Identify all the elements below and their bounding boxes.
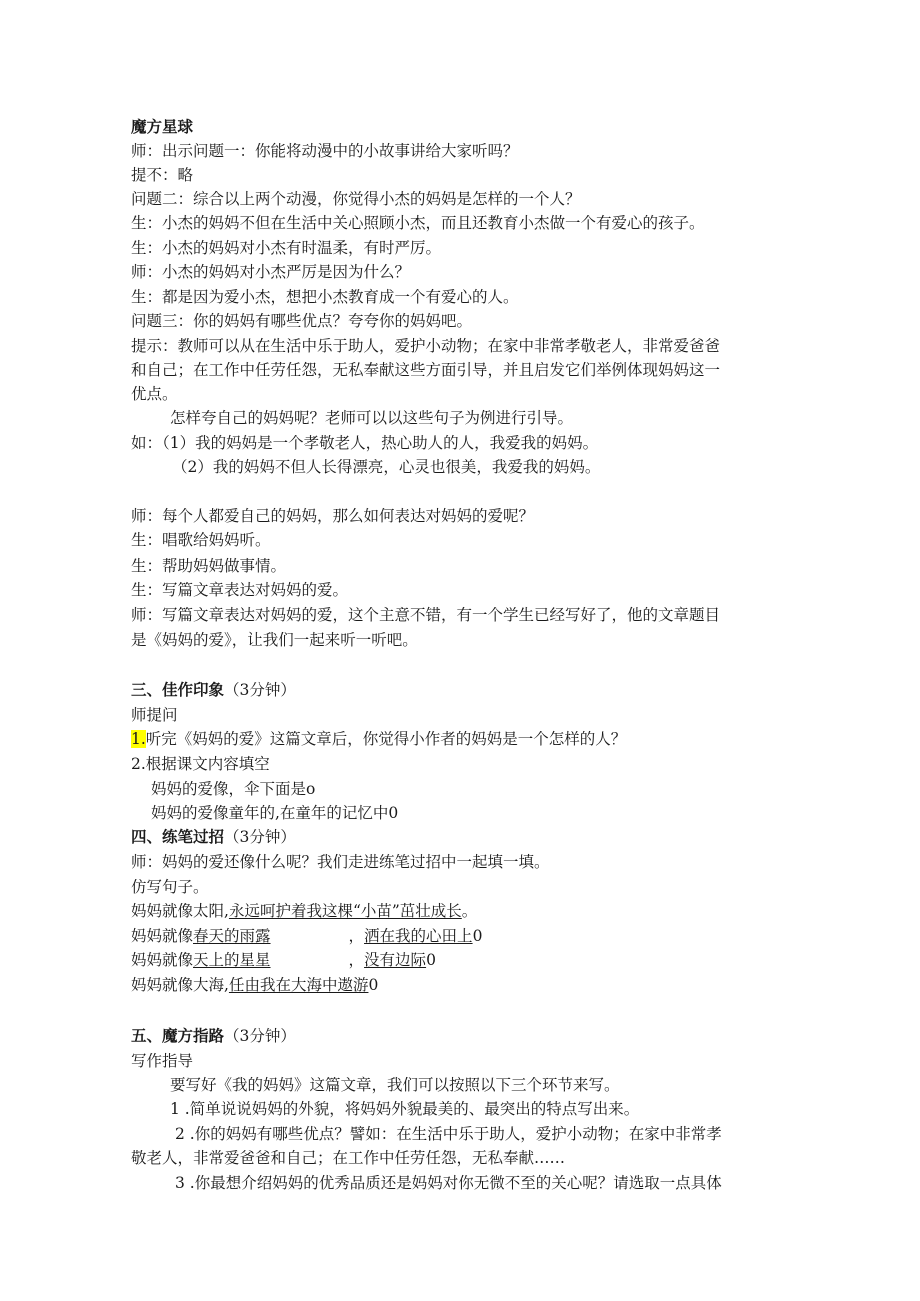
paragraph: 仿写句子。: [131, 878, 209, 896]
heading-time: （3分钟）: [224, 681, 296, 699]
comma: ，: [348, 927, 365, 945]
paragraph: 师提问: [131, 706, 178, 724]
example-sentence: [131, 900, 477, 922]
paragraph: 问题二：综合以上两个动漫，你觉得小杰的妈妈是怎样的一个人？: [131, 190, 581, 208]
paragraph: 师：小杰的妈妈对小杰严厉是因为什么？: [131, 263, 411, 281]
section-heading-4: [131, 826, 296, 848]
underlined-answer: 春天的雨露: [193, 927, 271, 945]
guide-point-2-cont: 敬老人，非常爱爸爸和自己；在工作中任劳任怨，无私奉献……: [131, 1149, 566, 1167]
underlined-answer: 没有边际: [364, 951, 427, 969]
paragraph: 师：妈妈的爱还像什么呢？我们走进练笔过招中一起填一填。: [131, 853, 550, 871]
underlined-answer: 洒在我的心田上: [364, 927, 473, 945]
question-number-highlighted: 1.: [131, 730, 146, 748]
paragraph: 生：小杰的妈妈不但在生活中关心照顾小杰，而且还教育小杰做一个有爱心的孩子。: [131, 214, 705, 232]
sentence-end: 。: [461, 902, 478, 920]
sentence-prefix: 妈妈就像大海,: [131, 976, 229, 994]
paragraph: 和自己；在工作中任劳任怨，无私奉献这些方面引导，并且启发它们举例体现妈妈这一: [131, 361, 721, 379]
comma: ，: [348, 951, 365, 969]
paragraph: 怎样夸自己的妈妈呢？老师可以以这些句子为例进行引导。: [170, 409, 574, 427]
sentence-prefix: 妈妈就像: [131, 927, 194, 945]
heading-time: （3分钟）: [224, 1027, 296, 1045]
example-sentence: [131, 949, 436, 971]
question-2: 2.根据课文内容填空: [131, 755, 270, 773]
example-sentence: [131, 925, 482, 947]
paragraph: 生：都是因为爱小杰，想把小杰教育成一个有爱心的人。: [131, 288, 519, 306]
sentence-prefix: 妈妈就像太阳,: [131, 902, 229, 920]
paragraph: 是《妈妈的爱》，让我们一起来听一听吧。: [131, 631, 418, 649]
example-line: 如：（1）我的妈妈是一个孝敬老人，热心助人的人，我爱我的妈妈。: [131, 434, 599, 452]
paragraph: 提不：略: [131, 166, 194, 184]
guide-point-1: 1 .简单说说妈妈的外貌，将妈妈外貌最美的、最突出的特点写出来。: [170, 1100, 640, 1118]
example-sentence: [131, 974, 378, 996]
heading-text: 三、佳作印象: [131, 680, 225, 699]
underlined-answer: 任由我在大海中遨游: [228, 976, 369, 994]
paragraph: 写作指导: [131, 1052, 194, 1070]
section-heading-5: [131, 1025, 296, 1047]
paragraph: 生：帮助妈妈做事情。: [131, 557, 287, 575]
question-text: 听完《妈妈的爱》这篇文章后，你觉得小作者的妈妈是一个怎样的人？: [145, 730, 627, 748]
section-heading-3: [131, 679, 296, 701]
paragraph: 师：写篇文章表达对妈妈的爱，这个主意不错，有一个学生已经写好了，他的文章题目: [131, 606, 721, 624]
paragraph: 师：每个人都爱自己的妈妈，那么如何表达对妈妈的爱呢？: [131, 507, 535, 525]
example-line: （2）我的妈妈不但人长得漂亮，心灵也很美，我爱我的妈妈。: [172, 458, 601, 476]
fill-blank-line: 妈妈的爱像童年的,在童年的记忆中0: [151, 804, 399, 822]
underlined-answer: 天上的星星: [193, 951, 271, 969]
question-1: [131, 728, 626, 750]
sentence-end: 0: [426, 951, 436, 969]
heading-text: 四、练笔过招: [131, 827, 225, 846]
paragraph: 师：出示问题一：你能将动漫中的小故事讲给大家听吗？: [131, 142, 519, 160]
fill-blank-line: 妈妈的爱像，伞下面是o: [151, 780, 316, 798]
paragraph: 生：小杰的妈妈对小杰有时温柔，有时严厉。: [131, 239, 442, 257]
paragraph: 提示：教师可以从在生活中乐于助人，爱护小动物；在家中非常孝敬老人，非常爱爸爸: [131, 337, 721, 355]
section-title-mofang-xingqiu: 魔方星球: [131, 117, 194, 136]
guide-point-2: 2 .你的妈妈有哪些优点？譬如：在生活中乐于助人，爱护小动物；在家中非常孝: [175, 1125, 722, 1143]
paragraph: 问题三：你的妈妈有哪些优点？夸夸你的妈妈吧。: [131, 312, 473, 330]
paragraph: 优点。: [131, 385, 178, 403]
paragraph: 要写好《我的妈妈》这篇文章，我们可以按照以下三个环节来写。: [170, 1076, 620, 1094]
sentence-prefix: 妈妈就像: [131, 951, 194, 969]
guide-point-3: 3 .你最想介绍妈妈的优秀品质还是妈妈对你无微不至的关心呢？请选取一点具体: [175, 1174, 722, 1192]
paragraph: 生：唱歌给妈妈听。: [131, 531, 271, 549]
heading-time: （3分钟）: [224, 828, 296, 846]
heading-text: 五、魔方指路: [131, 1026, 225, 1045]
paragraph: 生：写篇文章表达对妈妈的爱。: [131, 581, 349, 599]
underlined-answer: 永远呵护着我这棵“小苗”茁壮成长: [228, 902, 462, 920]
sentence-end: 0: [472, 927, 483, 945]
sentence-end: 0: [368, 976, 379, 994]
